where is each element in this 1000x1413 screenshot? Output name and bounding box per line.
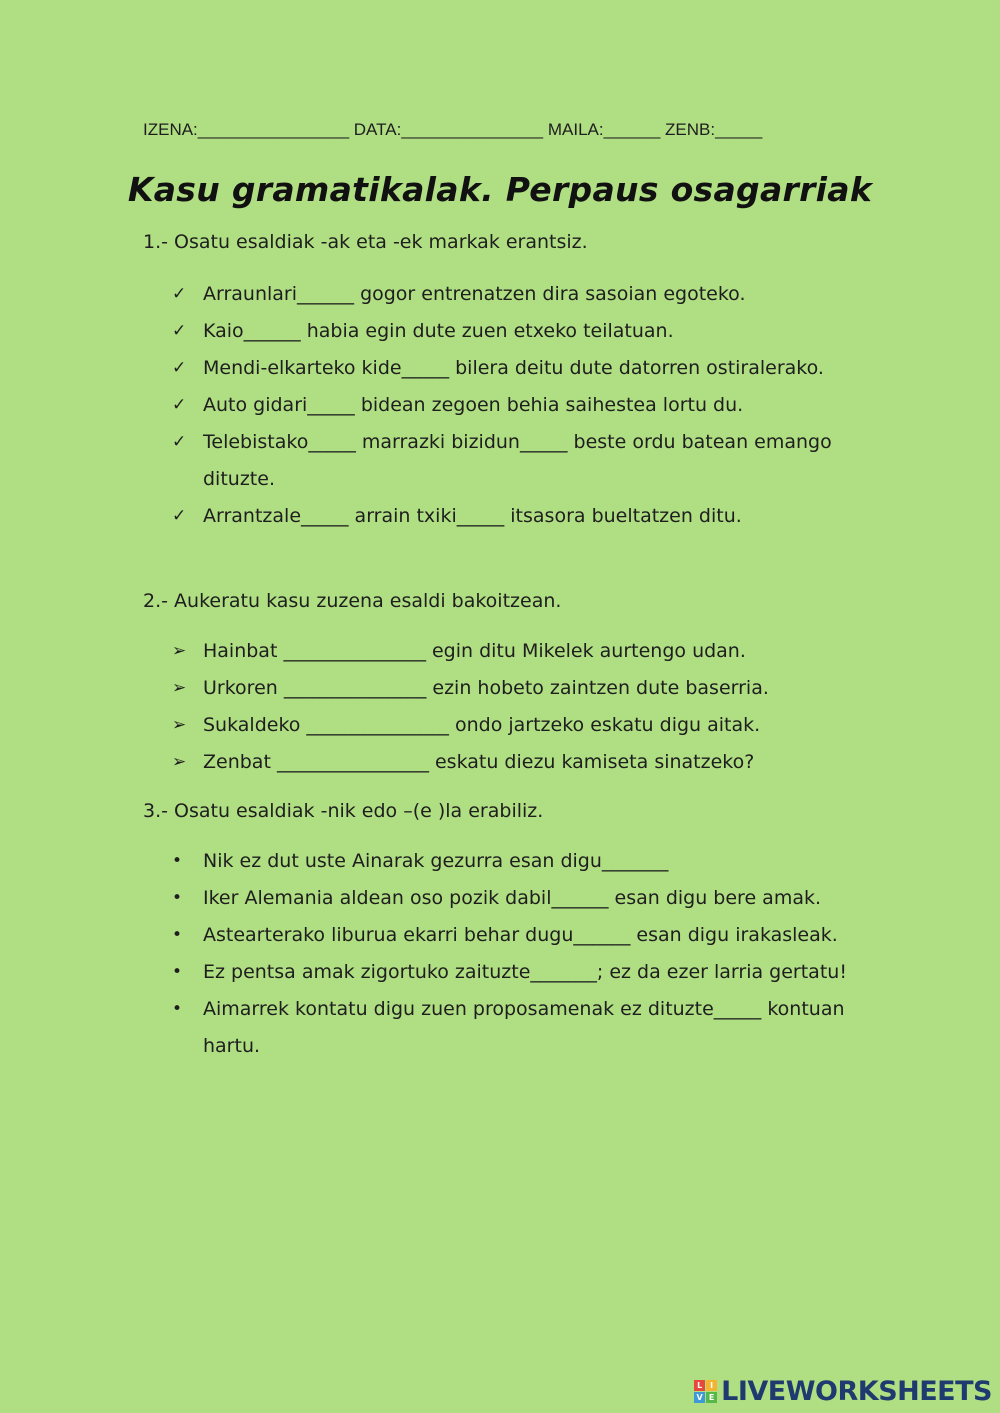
logo-letter: L (694, 1380, 705, 1391)
item-text: Aimarrek kontatu digu zuen proposamenak ez dituzte_____ kontuan hartu. (203, 998, 845, 1057)
item-text: Telebistako_____ marrazki bizidun_____ beste ordu batean emango dituzte. (203, 431, 832, 490)
item-text: Urkoren _______________ ezin hobeto zaintzen dute baserria. (203, 677, 769, 699)
item-text: Astearterako liburua ekarri behar dugu______ esan digu irakasleak. (203, 924, 838, 946)
item-text: Ez pentsa amak zigortuko zaituzte_______; ez da ezer larria gertatu! (203, 961, 847, 983)
section-2-item (172, 707, 852, 744)
dot-bullet-icon: • (172, 851, 183, 871)
arrow-bullet-icon: ➢ (172, 715, 187, 735)
section-3-title: 3.- Osatu esaldiak -nik edo –(e )la erabiliz. (143, 800, 544, 822)
section-2-title: 2.- Aukeratu kasu zuzena esaldi bakoitzean. (143, 590, 562, 612)
section-2-item (172, 670, 852, 707)
section-3-item (172, 880, 852, 917)
student-info-line: IZENA:________________ DATA:_______________ MAILA:______ ZENB:_____ (143, 120, 763, 139)
section-3-list (172, 843, 852, 1065)
section-3-item (172, 917, 852, 954)
item-text: Zenbat ________________ eskatu diezu kamiseta sinatzeko? (203, 751, 755, 773)
section-2-item (172, 744, 852, 781)
section-1-item (172, 424, 852, 498)
section-3-item (172, 954, 852, 991)
liveworksheets-logo (694, 1376, 992, 1407)
section-1-item (172, 498, 852, 535)
check-icon: ✓ (172, 284, 187, 304)
section-1-item (172, 276, 852, 313)
arrow-bullet-icon: ➢ (172, 678, 187, 698)
dot-bullet-icon: • (172, 999, 183, 1019)
arrow-bullet-icon: ➢ (172, 752, 187, 772)
section-1-item (172, 387, 852, 424)
section-1-item (172, 313, 852, 350)
item-text: Kaio______ habia egin dute zuen etxeko teilatuan. (203, 320, 674, 342)
section-1-item (172, 350, 852, 387)
check-icon: ✓ (172, 506, 187, 526)
item-text: Nik ez dut uste Ainarak gezurra esan digu_______ (203, 850, 669, 872)
item-text: Hainbat _______________ egin ditu Mikelek aurtengo udan. (203, 640, 746, 662)
item-text: Arraunlari______ gogor entrenatzen dira sasoian egoteko. (203, 283, 746, 305)
section-3-item (172, 991, 852, 1065)
logo-letter: E (706, 1392, 717, 1403)
section-1-list (172, 276, 852, 535)
logo-letter: V (694, 1392, 705, 1403)
check-icon: ✓ (172, 395, 187, 415)
dot-bullet-icon: • (172, 925, 183, 945)
check-icon: ✓ (172, 432, 187, 452)
item-text: Iker Alemania aldean oso pozik dabil______ esan digu bere amak. (203, 887, 822, 909)
check-icon: ✓ (172, 321, 187, 341)
section-2-item (172, 633, 852, 670)
section-1-title: 1.- Osatu esaldiak -ak eta -ek markak erantsiz. (143, 231, 588, 253)
item-text: Sukaldeko _______________ ondo jartzeko eskatu digu aitak. (203, 714, 761, 736)
logo-letter: I (706, 1380, 717, 1391)
dot-bullet-icon: • (172, 888, 183, 908)
logo-icon (694, 1380, 717, 1403)
logo-text: LIVEWORKSHEETS (721, 1376, 992, 1407)
section-2-list (172, 633, 852, 781)
section-3-item (172, 843, 852, 880)
item-text: Arrantzale_____ arrain txiki_____ itsasora bueltatzen ditu. (203, 505, 742, 527)
item-text: Mendi-elkarteko kide_____ bilera deitu dute datorren ostiralerako. (203, 357, 824, 379)
dot-bullet-icon: • (172, 962, 183, 982)
item-text: Auto gidari_____ bidean zegoen behia saihestea lortu du. (203, 394, 744, 416)
check-icon: ✓ (172, 358, 187, 378)
worksheet-title: Kasu gramatikalak. Perpaus osagarriak (127, 170, 873, 209)
arrow-bullet-icon: ➢ (172, 641, 187, 661)
